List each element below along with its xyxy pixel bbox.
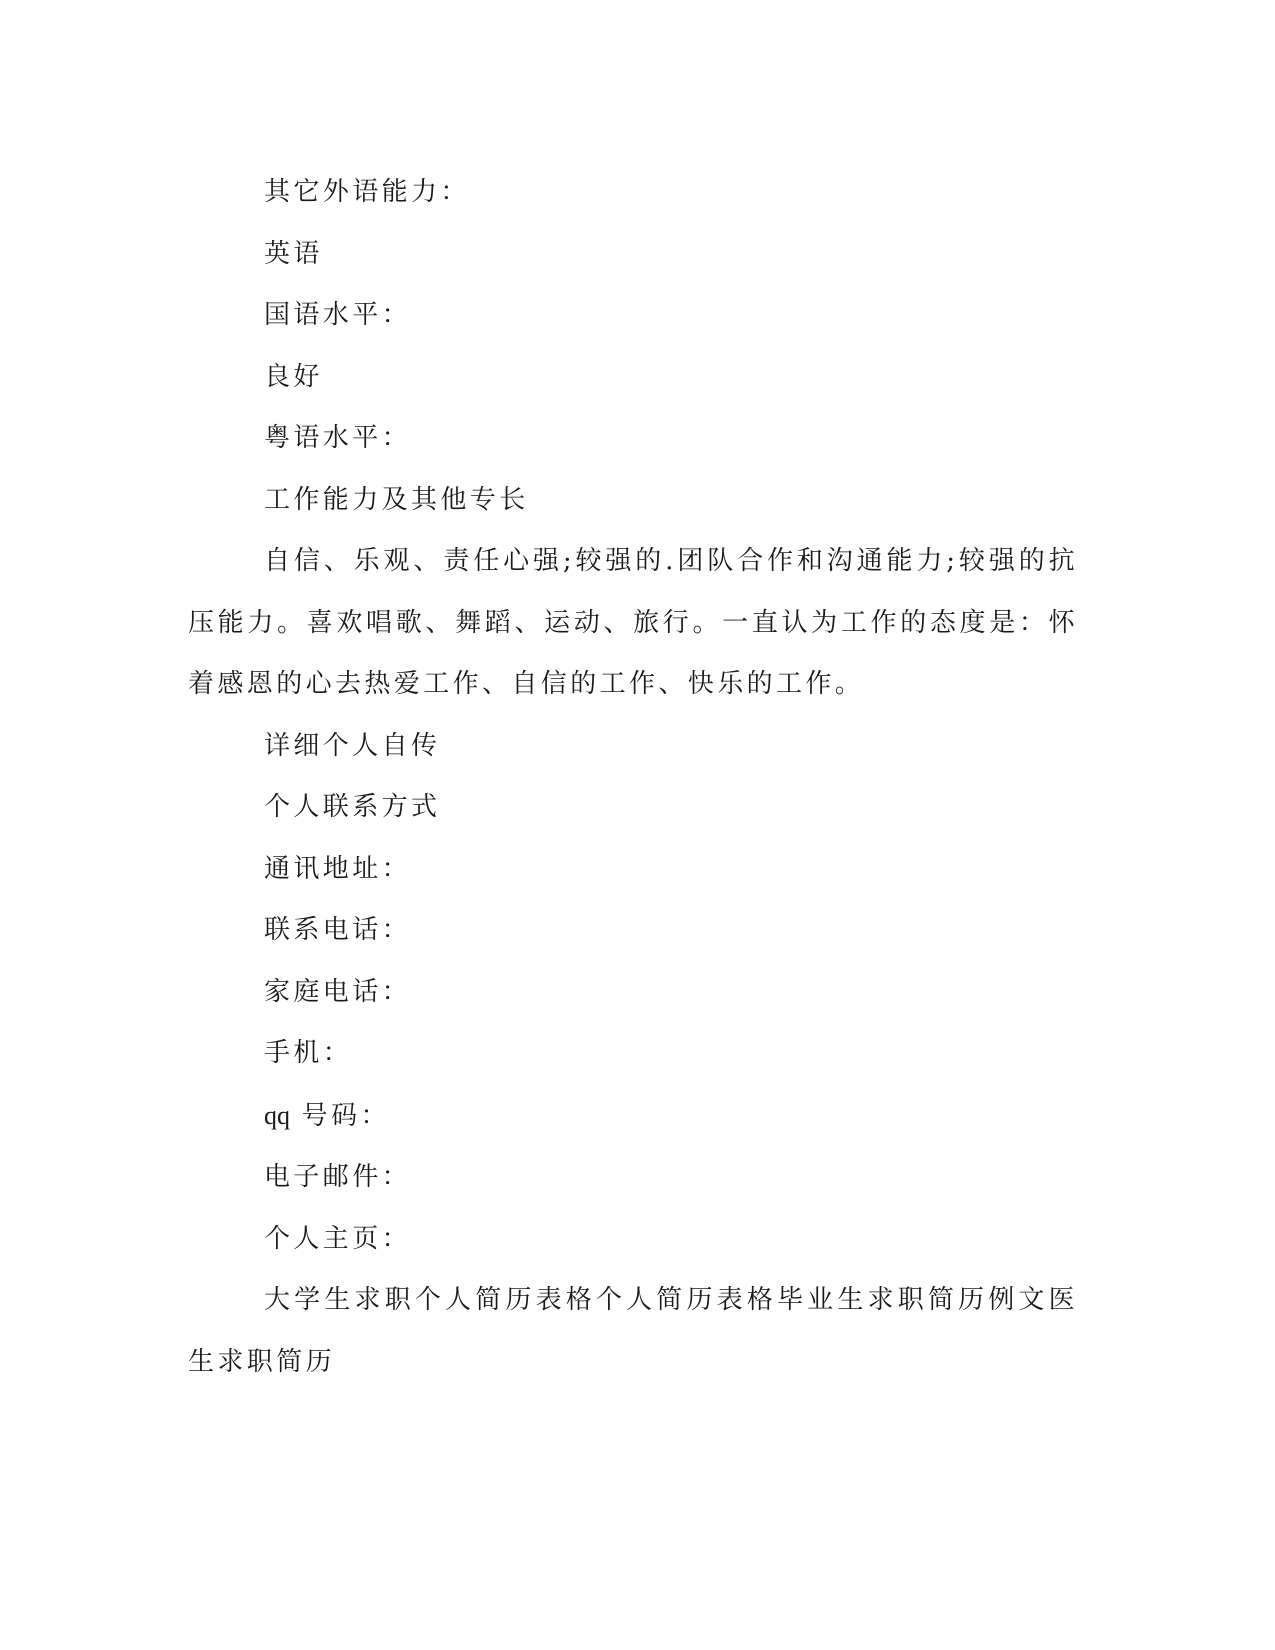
label-home-phone: 家庭电话： [264,976,412,1007]
heading-work-skills: 工作能力及其他专长 [264,484,529,515]
heading-contact: 个人联系方式 [264,792,441,822]
label-mobile: 手机： [264,1038,353,1068]
qq-prefix: qq [264,1100,290,1130]
label-qq [188,1085,1078,1148]
label-address: 通讯地址： [264,853,412,884]
value-good: 良好 [264,361,323,392]
label-phone: 联系电话： [264,915,412,945]
label-homepage: 个人主页： [264,1223,412,1254]
label-email: 电子邮件： [264,1162,412,1192]
label-mandarin-level: 国语水平： [264,300,412,330]
label-cantonese-level: 粤语水平： [264,423,412,453]
value-english: 英语 [264,238,323,269]
heading-autobiography: 详细个人自传 [264,730,441,761]
label-other-languages: 其它外语能力： [264,177,470,207]
document-body [188,162,1078,1393]
skills-paragraph: 自信、乐观、责任心强;较强的.团队合作和沟通能力;较强的抗压能力。喜欢唱歌、舞蹈、运动、旅行。一直认为工作的态度是：怀着感恩的心去热爱工作、自信的工作、快乐的工作。 [188,546,1078,699]
qq-label: 号码： [301,1100,390,1131]
footer-paragraph: 大学生求职个人简历表格个人简历表格毕业生求职简历例文医生求职简历 [188,1285,1078,1377]
